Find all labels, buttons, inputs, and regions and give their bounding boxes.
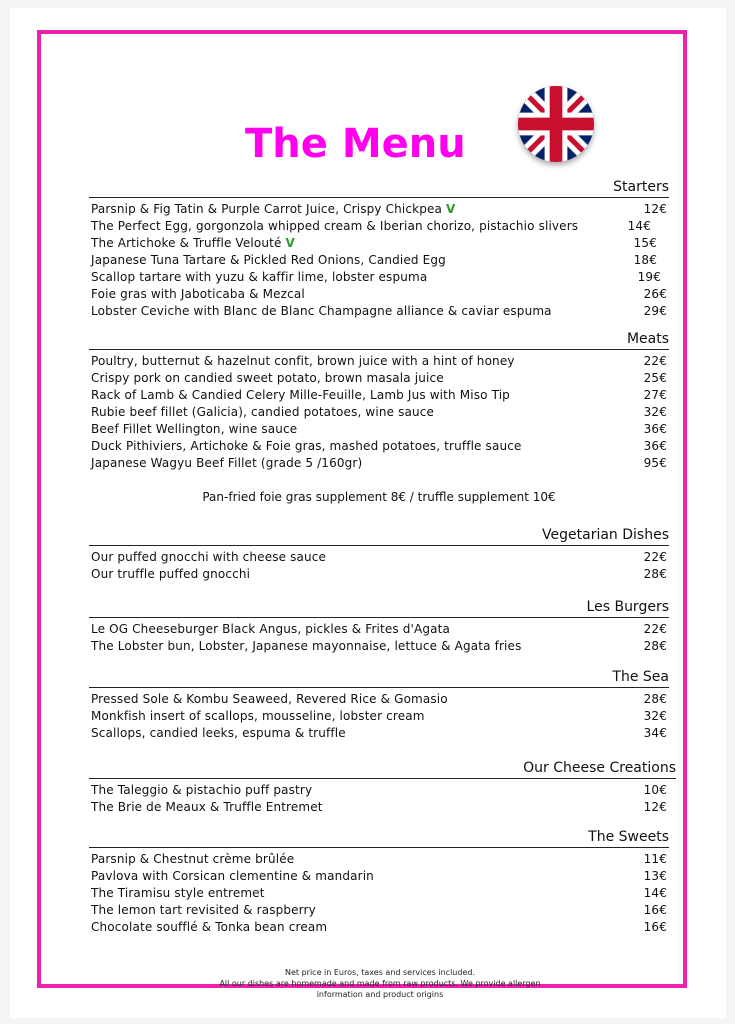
section-heading: Les Burgers [89, 598, 669, 618]
item-price: 16€ [643, 920, 667, 934]
menu-item: The Brie de Meaux & Truffle Entremet 12€ [91, 800, 667, 814]
menu-title: The Menu [245, 121, 466, 167]
menu-item: The Perfect Egg, gorgonzola whipped cream & Iberian chorizo, pistachio slivers 14€ [91, 219, 651, 233]
item-price: 11€ [643, 852, 667, 866]
menu-item: Rack of Lamb & Candied Celery Mille-Feuille, Lamb Jus with Miso Tip 27€ [91, 388, 667, 402]
item-price: 15€ [633, 236, 657, 250]
union-jack-flag-icon[interactable] [518, 86, 594, 162]
vegetarian-mark: V [446, 202, 456, 216]
section-the-sweets [89, 828, 669, 936]
menu-item: Lobster Ceviche with Blanc de Blanc Champagne alliance & caviar espuma 29€ [91, 304, 667, 318]
section-heading: Vegetarian Dishes [89, 526, 669, 546]
menu-item: Rubie beef fillet (Galicia), candied potatoes, wine sauce 32€ [91, 405, 667, 419]
menu-item: The Lobster bun, Lobster, Japanese mayonnaise, lettuce & Agata fries 28€ [91, 639, 667, 653]
item-price: 34€ [643, 726, 667, 740]
item-price: 22€ [643, 622, 667, 636]
menu-item: Scallop tartare with yuzu & kaffir lime, lobster espuma 19€ [91, 270, 661, 284]
section-heading: The Sea [89, 668, 669, 688]
footer-line: information and product origins [316, 990, 444, 999]
section-cheese-creations [89, 759, 676, 816]
menu-item: Parsnip & Chestnut crème brûlée 11€ [91, 852, 667, 866]
section-heading: Meats [89, 330, 669, 350]
item-price: 26€ [643, 287, 667, 301]
section-meats [89, 330, 669, 472]
item-price: 22€ [643, 550, 667, 564]
supplement-note: Pan-fried foie gras supplement 8€ / truffle supplement 10€ [202, 490, 556, 504]
item-price: 12€ [643, 800, 667, 814]
footer-line: All our dishes are homemade and made from raw products. We provide allergen [219, 979, 541, 988]
menu-item: Parsnip & Fig Tatin & Purple Carrot Juice, Crispy Chickpea V 12€ [91, 202, 667, 216]
section-heading: The Sweets [89, 828, 669, 848]
menu-item: Pavlova with Corsican clementine & mandarin 13€ [91, 869, 667, 883]
menu-item: The Artichoke & Truffle Velouté V 15€ [91, 236, 657, 250]
item-price: 25€ [643, 371, 667, 385]
menu-item: Japanese Wagyu Beef Fillet (grade 5 /160gr) 95€ [91, 456, 667, 470]
item-price: 32€ [643, 405, 667, 419]
item-price: 27€ [643, 388, 667, 402]
menu-item: The lemon tart revisited & raspberry 16€ [91, 903, 667, 917]
footer-line: Net price in Euros, taxes and services included. [285, 968, 475, 977]
item-price: 32€ [643, 709, 667, 723]
item-price: 36€ [643, 422, 667, 436]
menu-item: Our truffle puffed gnocchi 28€ [91, 567, 667, 581]
menu-item: Pressed Sole & Kombu Seaweed, Revered Rice & Gomasio 28€ [91, 692, 667, 706]
item-price: 28€ [643, 567, 667, 581]
item-price: 14€ [627, 219, 651, 233]
item-price: 16€ [643, 903, 667, 917]
item-price: 12€ [643, 202, 667, 216]
section-vegetarian-dishes [89, 526, 669, 583]
menu-item: Scallops, candied leeks, espuma & truffle 34€ [91, 726, 667, 740]
item-price: 22€ [643, 354, 667, 368]
menu-item: Le OG Cheeseburger Black Angus, pickles & Frites d'Agata 22€ [91, 622, 667, 636]
menu-item: Chocolate soufflé & Tonka bean cream 16€ [91, 920, 667, 934]
item-price: 36€ [643, 439, 667, 453]
menu-item: Our puffed gnocchi with cheese sauce 22€ [91, 550, 667, 564]
menu-item: Crispy pork on candied sweet potato, brown masala juice 25€ [91, 371, 667, 385]
item-price: 29€ [643, 304, 667, 318]
menu-item: The Taleggio & pistachio puff pastry 10€ [91, 783, 667, 797]
menu-item: Japanese Tuna Tartare & Pickled Red Onions, Candied Egg 18€ [91, 253, 657, 267]
section-heading: Our Cheese Creations [89, 759, 676, 779]
menu-item: The Tiramisu style entremet 14€ [91, 886, 667, 900]
footer-note [160, 967, 600, 1000]
section-les-burgers [89, 598, 669, 655]
section-the-sea [89, 668, 669, 742]
menu-item: Foie gras with Jaboticaba & Mezcal 26€ [91, 287, 667, 301]
item-price: 28€ [643, 692, 667, 706]
item-price: 10€ [643, 783, 667, 797]
menu-item: Duck Pithiviers, Artichoke & Foie gras, mashed potatoes, truffle sauce 36€ [91, 439, 667, 453]
item-price: 13€ [643, 869, 667, 883]
section-heading: Starters [89, 178, 669, 198]
item-price: 14€ [643, 886, 667, 900]
item-price: 95€ [643, 456, 667, 470]
section-starters [89, 178, 669, 320]
vegetarian-mark: V [285, 236, 295, 250]
item-price: 18€ [633, 253, 657, 267]
item-price: 19€ [637, 270, 661, 284]
item-price: 28€ [643, 639, 667, 653]
menu-item: Monkfish insert of scallops, mousseline, lobster cream 32€ [91, 709, 667, 723]
menu-item: Beef Fillet Wellington, wine sauce 36€ [91, 422, 667, 436]
menu-item: Poultry, butternut & hazelnut confit, brown juice with a hint of honey 22€ [91, 354, 667, 368]
